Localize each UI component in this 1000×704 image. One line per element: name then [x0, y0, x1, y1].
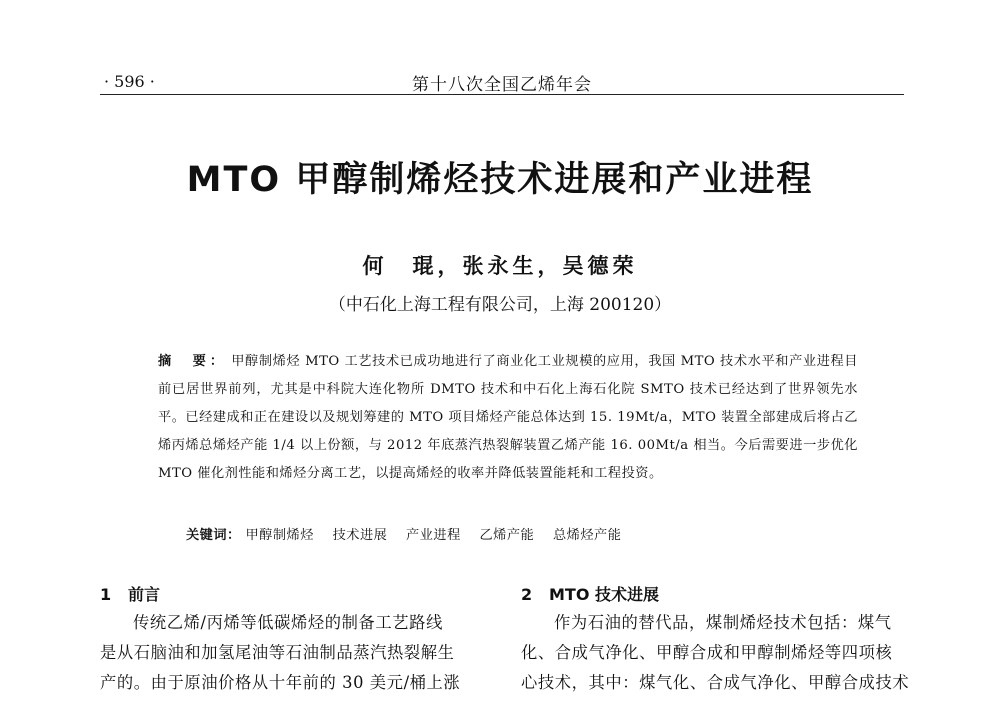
section-title: 前言 — [128, 585, 161, 604]
section-heading — [100, 582, 500, 608]
keyword: 技术进展 — [332, 528, 388, 543]
keyword: 总烯烃产能 — [552, 528, 622, 543]
body-line: 化、合成气净化、甲醇合成和甲醇制烯烃等四项核 — [521, 643, 893, 662]
section-heading — [521, 582, 921, 608]
keywords-label: 关键词： — [186, 528, 241, 543]
body-line: 心技术，其中：煤气化、合成气净化、甲醇合成技术 — [521, 673, 910, 692]
body-line: 是从石脑油和加氢尾油等石油制品蒸汽热裂解生 — [100, 643, 455, 662]
paper-title: MTO 甲醇制烯烃技术进展和产业进程 — [186, 160, 814, 200]
keywords — [186, 524, 635, 543]
section-title: MTO 技术进展 — [549, 585, 660, 604]
body-line: 产的。由于原油价格从十年前的 30 美元/桶上涨 — [100, 673, 461, 692]
section-number: 1 — [100, 585, 112, 604]
running-head — [100, 68, 904, 95]
body-line: 传统乙烯/丙烯等低碳烯烃的制备工艺路线 — [133, 613, 443, 632]
journal-name: 第十八次全国乙烯年会 — [412, 75, 592, 95]
abstract-text: 甲醇制烯烃 MTO 工艺技术已成功地进行了商业化工业规模的应用，我国 MTO 技术水平和产业进程目前已居世界前列，尤其是中科院大连化物所 DMTO 技术和中石化上海石化院 SMTO 技术已经达到了世界领先水平。已经建成和正在建设以及规划筹建的 MTO 项目烯烃产能总体达到 15. 19Mt/a，MTO 装置全部建成后将占乙烯丙烯总烯烃产能 1/4 以上份额，与 2012 年底蒸汽热裂解装置乙烯产能 16. 00Mt/a 相当。今后需要进一步优化 MTO 催化剂性能和烯烃分离工艺，以提高烯烃的收率并降低装置能耗和工程投资。 — [158, 354, 858, 481]
affiliation: （中石化上海工程有限公司，上海 200120） — [328, 295, 672, 315]
section-mto-progress — [521, 582, 921, 698]
keyword: 甲醇制烯烃 — [245, 528, 314, 543]
section-body — [100, 608, 500, 698]
section-body — [521, 608, 921, 698]
keyword: 乙烯产能 — [479, 528, 535, 543]
abstract — [158, 348, 858, 488]
section-number: 2 — [521, 585, 533, 604]
page-number: · 596 · — [104, 72, 155, 91]
section-introduction — [100, 582, 500, 698]
authors: 何 琨，张永生，吴德荣 — [362, 253, 638, 278]
keyword: 产业进程 — [406, 528, 461, 543]
abstract-label: 摘 要： — [158, 354, 228, 369]
body-line: 作为石油的替代品，煤制烯烃技术包括：煤气 — [554, 613, 892, 632]
